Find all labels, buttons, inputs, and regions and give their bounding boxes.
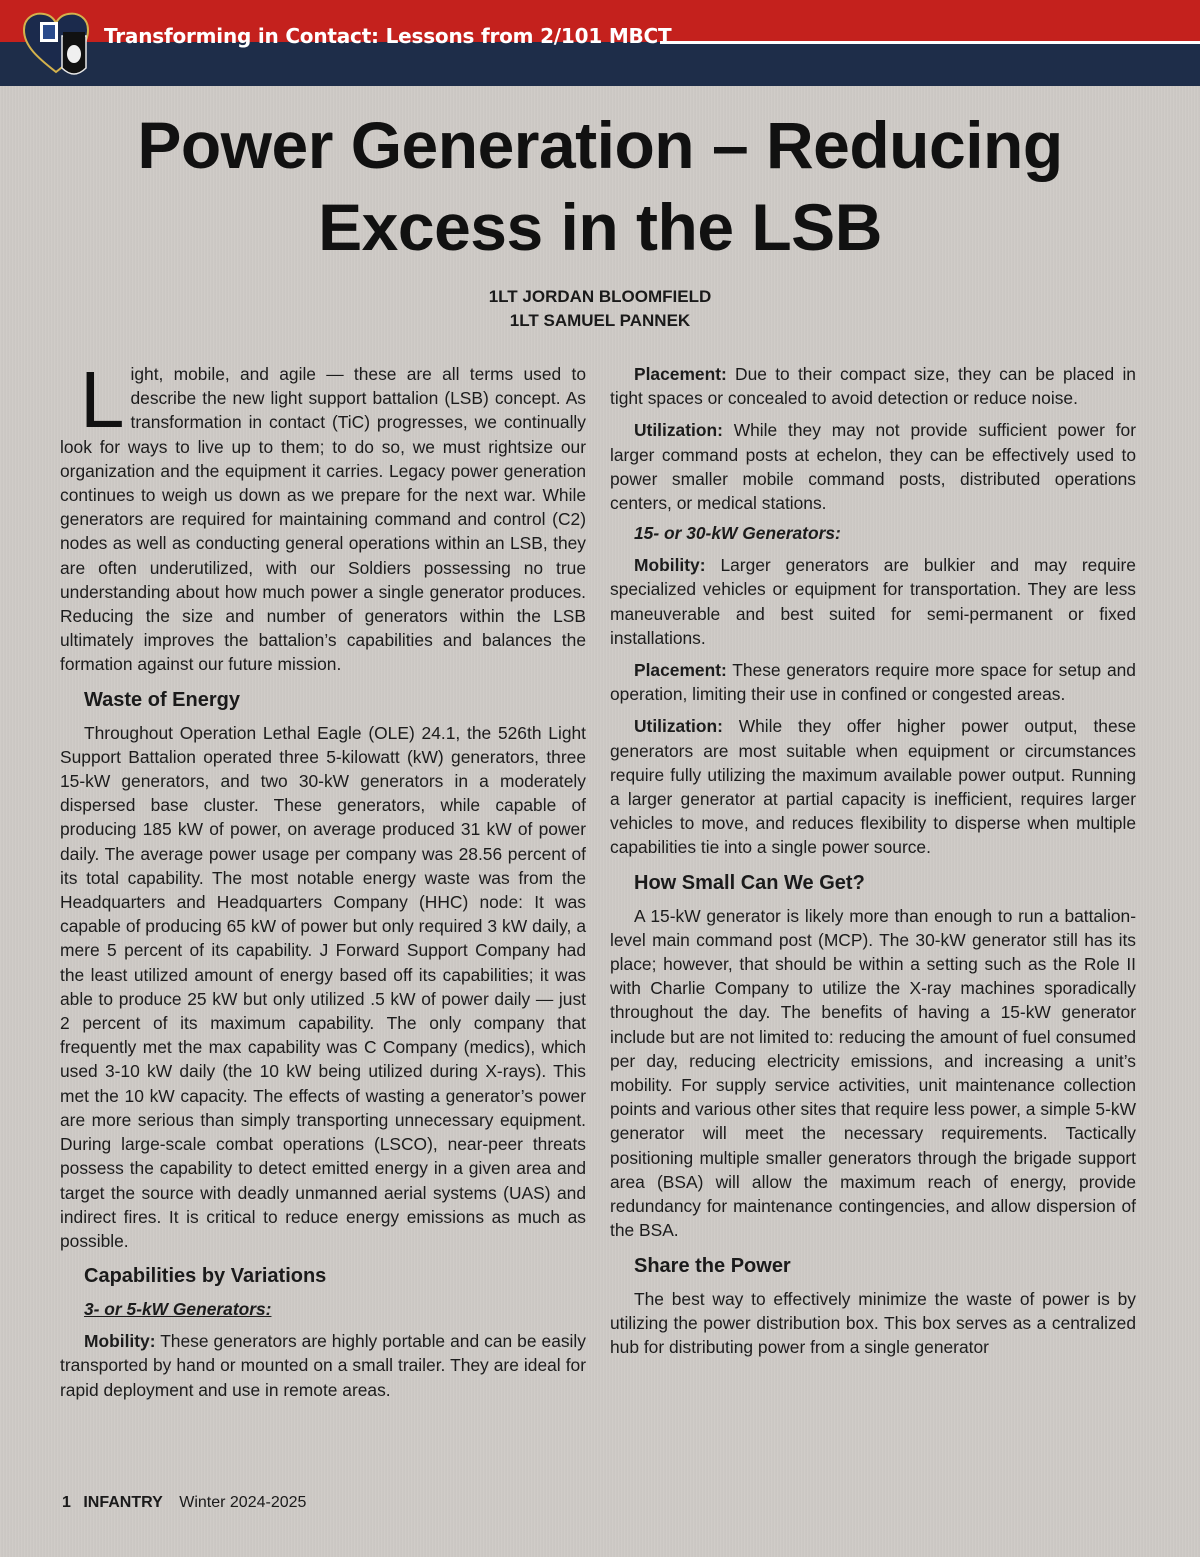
body-paragraph	[610, 714, 1136, 859]
paragraph-text: Larger generators are bulkier and may require specialized vehicles or equipment for transportation. They are less maneuverable and best suited for semi-permanent or fixed installations.	[610, 555, 1136, 648]
subheading: 15- or 30-kW Generators:	[634, 523, 841, 544]
paragraph-text: While they may not provide sufficient power for larger command posts at echelon, they can be effectively used to power smaller mobile command posts, distributed operations centers, or medical stations.	[610, 420, 1136, 514]
issue-date: Winter 2024-2025	[179, 1494, 307, 1511]
paragraph-label: Mobility:	[634, 555, 706, 576]
body-paragraph: The best way to effectively minimize the waste of power is by utilizing the power distribution box. This box serves as a centralized hub for distributing power from a single generator	[610, 1288, 1136, 1357]
body-paragraph: Throughout Operation Lethal Eagle (OLE) 24.1, the 526th Light Support Battalion operated three 5-kilowatt (kW) generators, three 15-kW generators, and two 30-kW generators in a moderately dispersed base cluster. These generators, while capable of producing 185 kW of power, on average produced 31 kW of power daily. The average power usage per company was 28.56 percent of its total capability. The most notable energy waste was from the Headquarters and Headquarters Company (HHC) node: It was capable of producing 65 kW of power but only required 3 kW daily, a mere 5 percent of its capability. J Forward Support Company had the least utilized amount of energy based off its capabilities; it was able to produce 25 kW but only utilized .5 kW of power daily — just 2 percent of its maximum capability. The only company that frequently met the max capability was C Company (medics), which used 3-10 kW daily (the 10 kW being utilized during X-rays). This met the 10 kW capacity. The effects of wasting a generator’s power are more serious than simply transporting unnecessary equipment. During large-scale combat operations (LSCO), near-peer threats possess the capability to detect emitted energy in a given area and target the source with deadly unmanned aerial systems (UAS) and indirect fires. It is critical to reduce energy emissions as much as possible.	[60, 722, 586, 1251]
banner-navy-band	[0, 42, 1200, 86]
paragraph-label: Utilization:	[634, 420, 723, 441]
paragraph-text: These generators require more space for setup and operation, limiting their use in confined or congested areas.	[610, 660, 1136, 705]
section-heading: Share the Power	[634, 1254, 791, 1277]
paragraph-label: Mobility:	[84, 1331, 156, 1352]
banner-title: Transforming in Contact: Lessons from 2/101 MBCT	[104, 24, 672, 48]
body-paragraph	[610, 553, 1136, 650]
article-title-line-2: Excess in the LSB	[318, 190, 882, 264]
paragraph-label: Placement:	[634, 660, 727, 681]
intro-paragraph	[60, 355, 586, 677]
paragraph-text: Due to their compact size, they can be placed in tight spaces or concealed to avoid detection or reduce noise.	[610, 364, 1136, 409]
drop-cap: L	[80, 355, 125, 444]
article-title	[60, 104, 1140, 268]
article-title-line-1: Power Generation – Reducing	[137, 108, 1063, 182]
intro-text: ight, mobile, and agile — these are all terms used to describe the new light support battalion (LSB) concept. As transformation in contact (TiC) progresses, we continually look for ways to live up to them; to do so, we must rightsize our organization and the equipment it carries. Legacy power generation continues to weigh us down as we prepare for the next war. While generators are required for maintaining command and control (C2) nodes as well as conducting general operations within an LSB, they are often underutilized, with our Soldiers possessing no true understanding about how much power a single generator produces. Reducing the size and number of generators within the LSB ultimately improves the battalion’s capabilities and balances the formation against our future mission.	[60, 364, 586, 675]
paragraph-label: Utilization:	[634, 716, 723, 737]
body-paragraph	[610, 418, 1136, 515]
article-column-right	[610, 362, 1136, 1359]
paragraph-text: While they offer higher power output, these generators are most suitable when equipment or circumstances require fully utilizing the maximum available power output. Running a larger generator at partial capacity is inefficient, requires larger vehicles to move, and reduces flexibility to disperse when multiple capabilities tie into a single power source.	[610, 716, 1136, 858]
section-heading: Capabilities by Variations	[84, 1265, 327, 1288]
magazine-name: INFANTRY	[83, 1494, 163, 1511]
body-paragraph	[60, 1329, 586, 1402]
body-paragraph: A 15-kW generator is likely more than enough to run a battalion-level main command post (MCP). The 30-kW generator still has its place; however, that should be within a setting such as the Role II with Charlie Company to utilize the X-ray machines sporadically throughout the day. The benefits of having a 15-kW generator include but are not limited to: reducing the amount of fuel consumed per day, reducing electricity emissions, and increasing a unit’s mobility. For supply service activities, unit maintenance collection points and various other sites that require less power, a simple 5-kW generator will meet the necessary requirements. Tactically positioning multiple smaller generators through the brigade support area (BSA) will allow the maximum reach of energy, provide redundancy for maintenance contingencies, and allow dispersion of the BSA.	[610, 905, 1136, 1241]
subheading: 3- or 5-kW Generators:	[84, 1299, 272, 1320]
article-column-left	[60, 355, 586, 1402]
paragraph-text: These generators are highly portable and can be easily transported by hand or mounted on a small trailer. They are ideal for rapid deployment and use in remote areas.	[60, 1331, 586, 1400]
unit-insignia-icon	[16, 6, 96, 80]
body-paragraph	[610, 362, 1136, 410]
author-name: 1LT JORDAN BLOOMFIELD	[488, 287, 712, 306]
page-footer	[62, 1494, 306, 1512]
section-heading: Waste of Energy	[84, 688, 240, 711]
section-heading: How Small Can We Get?	[634, 871, 865, 894]
page-banner	[0, 0, 1200, 86]
page-number: 1	[62, 1494, 71, 1511]
author-name: 1LT SAMUEL PANNEK	[509, 311, 691, 330]
banner-rule	[660, 41, 1200, 44]
paragraph-label: Placement:	[634, 364, 727, 384]
body-paragraph	[610, 658, 1136, 706]
